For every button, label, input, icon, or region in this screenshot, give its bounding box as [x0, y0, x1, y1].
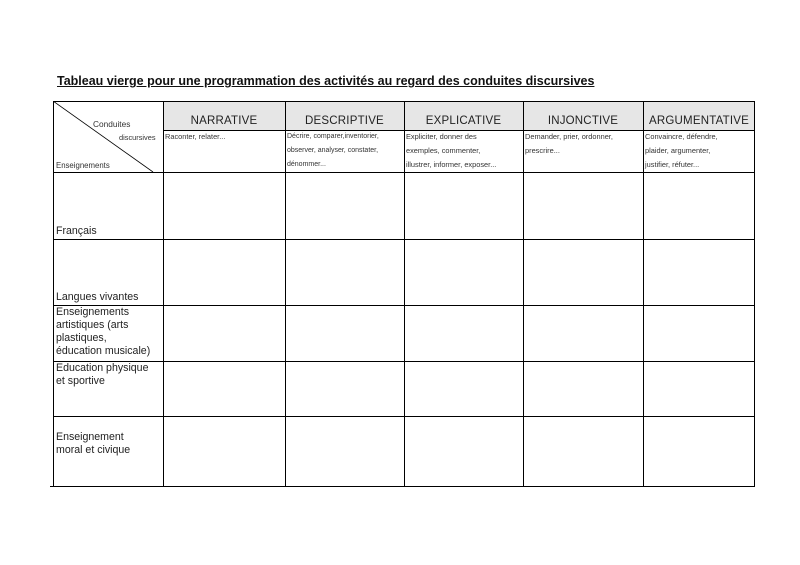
- border-right: [754, 101, 755, 487]
- column-description-injonctive: Demander, prier, ordonner, prescrire...: [525, 132, 613, 155]
- column-description-narrative: Raconter, relater...: [165, 132, 226, 141]
- row-label-education-physique: Education physique et sportive: [56, 362, 149, 387]
- row-label-langues-vivantes: Langues vivantes: [56, 291, 139, 303]
- document-title: Tableau vierge pour une programmation des activités au regard des conduites discursives: [57, 74, 595, 88]
- border-col-5: [643, 101, 644, 487]
- corner-tick: [50, 486, 54, 487]
- border-col-3: [404, 101, 405, 487]
- column-header-explicative: EXPLICATIVE: [425, 115, 502, 127]
- row-label-enseignement-moral: Enseignement moral et civique: [56, 431, 131, 456]
- border-header-split: [163, 130, 755, 131]
- corner-label-conduites: Conduites: [93, 119, 131, 129]
- programming-table: [53, 101, 755, 486]
- corner-label-enseignements: Enseignements: [56, 161, 110, 170]
- border-left: [53, 101, 54, 487]
- column-description-descriptive: Décrire, comparer,inventorier, observer, analyser, constater, dénommer...: [287, 133, 379, 168]
- corner-label-discursives: discursives: [119, 133, 156, 142]
- column-header-injonctive: INJONCTIVE: [547, 115, 619, 127]
- column-description-argumentative: Convaincre, défendre, plaider, argumenter, justifier, réfuter...: [645, 132, 718, 169]
- border-col-2: [285, 101, 286, 487]
- border-col-1: [163, 101, 164, 487]
- column-header-argumentative: ARGUMENTATIVE: [649, 115, 749, 127]
- row-label-francais: Français: [56, 225, 97, 237]
- column-header-narrative: NARRATIVE: [190, 115, 258, 127]
- row-label-enseignements-artistiques: Enseignements artistiques (arts plastiques, éducation musicale): [56, 306, 151, 357]
- border-col-4: [523, 101, 524, 487]
- column-header-descriptive: DESCRIPTIVE: [305, 115, 384, 127]
- column-description-explicative: Expliciter, donner des exemples, commenter, illustrer, informer, exposer...: [406, 132, 497, 169]
